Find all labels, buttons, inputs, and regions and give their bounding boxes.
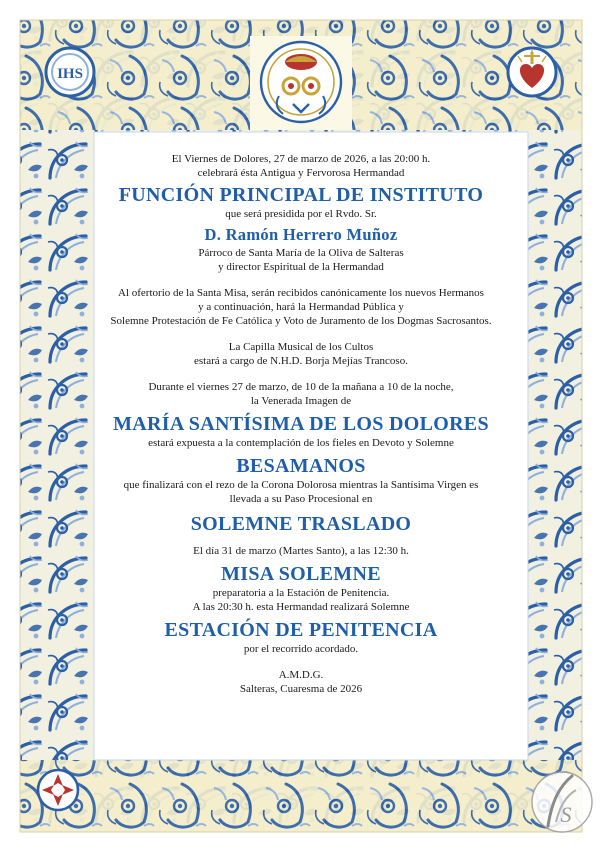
director-line: y director Espiritual de la Hermandad [218, 261, 384, 273]
recorrido-line: por el recorrido acordado. [243, 643, 359, 655]
celebration-line: celebrará ésta Antigua y Fervorosa Hermandad [197, 167, 405, 179]
capilla-line: La Capilla Musical de los Cultos [228, 341, 374, 353]
venerada-line: la Venerada Imagen de [250, 395, 352, 407]
viernes-line: Durante el viernes 27 de marzo, de 10 de la mañana a 10 de la noche, [148, 381, 454, 393]
hermandad-logo-icon [532, 772, 592, 832]
heading-officiant: D. Ramón Herrero Muñoz [204, 225, 398, 244]
expuesta-line: estará expuesta a la contemplación de los fieles en Devoto y Solemne [148, 437, 454, 449]
presided-line: que será presidida por el Rvdo. Sr. [225, 208, 377, 220]
preparatoria-line: preparatoria a la Estación de Penitencia. [212, 587, 390, 599]
llevada-line: llevada a su Paso Procesional en [229, 493, 373, 505]
maltese-cross-icon [38, 770, 78, 810]
signature-line: Salteras, Cuaresma de 2026 [239, 683, 363, 695]
protestacion-line: Solemne Protestación de Fe Católica y Voto de Juramento de los Dogmas Sacrosantos. [110, 315, 492, 327]
finalizara-line: que finalizará con el rezo de la Corona Dolorosa mientras la Santísima Virgen es [123, 479, 479, 491]
realizara-line: A las 20:30 h. esta Hermandad realizará Solemne [192, 601, 410, 613]
heading-funcion-principal: FUNCIÓN PRINCIPAL DE INSTITUTO [118, 184, 484, 206]
svg-text:IHS: IHS [57, 66, 83, 82]
sacred-heart-icon [508, 48, 556, 96]
parroco-line: Párroco de Santa María de la Oliva de Salteras [198, 247, 404, 259]
ofertorio-line: Al ofertorio de la Santa Misa, serán recibidos canónicamente los nuevos Hermanos [118, 287, 484, 299]
continuacion-line: y a continuación, hará la Hermandad Pública y [198, 301, 404, 313]
date-line: El Viernes de Dolores, 27 de marzo de 2026, a las 20:00 h. [171, 153, 431, 165]
heading-misa: MISA SOLEMNE [221, 563, 381, 585]
cargo-line: estará a cargo de N.H.D. Borja Mejías Trancoso. [194, 355, 408, 367]
martes-santo-line: El día 31 de marzo (Martes Santo), a las 12:30 h. [193, 545, 409, 557]
crest-emblem-icon [250, 36, 352, 130]
heading-besamanos: BESAMANOS [236, 455, 366, 477]
amdg-line: A.M.D.G. [278, 669, 324, 681]
heading-maria: MARÍA SANTÍSIMA DE LOS DOLORES [113, 413, 489, 435]
announcement-text [78, 152, 524, 696]
heading-estacion: ESTACIÓN DE PENITENCIA [164, 619, 438, 641]
svg-text:S: S [560, 802, 572, 827]
heading-traslado: SOLEMNE TRASLADO [190, 513, 412, 535]
ihs-emblem-icon [46, 48, 94, 96]
